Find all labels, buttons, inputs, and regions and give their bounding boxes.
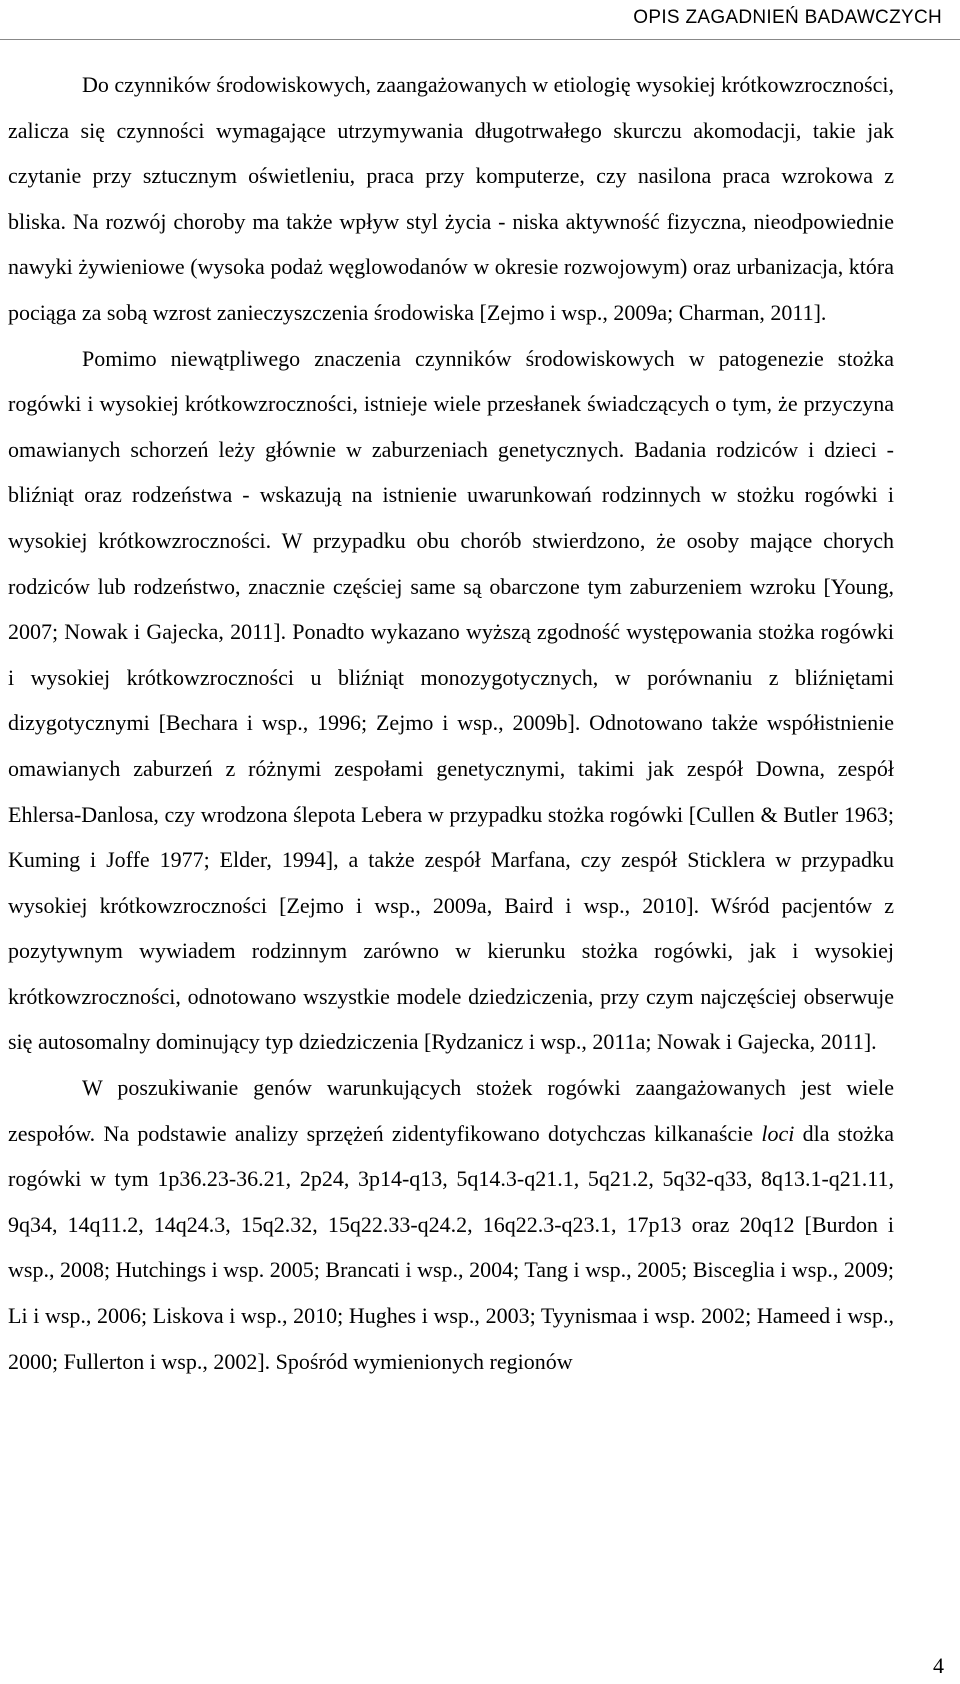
paragraph-text-segment: W poszukiwanie genów warunkujących stożek rogówki zaangażowanych jest wiele zespołów. Na podstawie analizy sprzężeń zidentyfikowano dotychczas kilkanaście [8,1075,894,1146]
body-text [8,62,894,1384]
page-number: 4 [933,1653,944,1678]
header-divider [0,39,960,40]
paragraph-environmental-factors: Do czynników środowiskowych, zaangażowanych w etiologię wysokiej krótkowzroczności, zalicza się czynności wymagające utrzymywania długotrwałego skurczu akomodacji, takie jak czytanie przy sztucznym oświetleniu, praca przy komputerze, czy nasilona praca wzrokowa z bliska. Na rozwój choroby ma także wpływ styl życia - niska aktywność fizyczna, nieodpowiednie nawyki żywieniowe (wysoka podaż węglowodanów w okresie rozwojowym) oraz urbanizacja, która pociąga za sobą wzrost zanieczyszczenia środowiska [Zejmo i wsp., 2009a; Charman, 2011]. [8,72,894,325]
paragraph-gene-search [8,1065,894,1384]
running-header-title: OPIS ZAGADNIEŃ BADAWCZYCH [633,7,942,28]
italic-term-loci: loci [761,1120,795,1146]
paragraph-text-segment: dla stożka rogówki w tym 1p36.23-36.21, 2p24, 3p14-q13, 5q14.3-q21.1, 5q21.2, 5q32-q33, 8q13.1-q21.11, 9q34, 14q11.2, 14q24.3, 15q2.32, 15q22.33-q24.2, 16q22.3-q23.1, 17p13 oraz 20q12 [Burdon i wsp., 2008; Hutchings i wsp. 2005; Brancati i wsp., 2004; Tang i wsp., 2005; Bisceglia i wsp., 2009; Li i wsp., 2006; Liskova i wsp., 2010; Hughes i wsp., 2003; Tyynismaa i wsp. 2002; Hameed i wsp., 2000; Fullerton i wsp., 2002]. Spośród wymienionych regionów [8,1120,894,1374]
paragraph-genetic-factors: Pomimo niewątpliwego znaczenia czynników środowiskowych w patogenezie stożka rogówki i wysokiej krótkowzroczności, istnieje wiele przesłanek świadczących o tym, że przyczyna omawianych schorzeń leży głównie w zaburzeniach genetycznych. Badania rodziców i dzieci - bliźniąt oraz rodzeństwa - wskazują na istnienie uwarunkowań rodzinnych w stożku rogówki i wysokiej krótkowzroczności. W przypadku obu chorób stwierdzono, że osoby mające chorych rodziców lub rodzeństwo, znacznie częściej same są obarczone tym zaburzeniem wzroku [Young, 2007; Nowak i Gajecka, 2011]. Ponadto wykazano wyższą zgodność występowania stożka rogówki i wysokiej krótkowzroczności u bliźniąt monozygotycznych, w porównaniu z bliźniętami dizygotycznymi [Bechara i wsp., 1996; Zejmo i wsp., 2009b]. Odnotowano także współistnienie omawianych zaburzeń z różnymi zespołami genetycznymi, takimi jak zespół Downa, zespół Ehlersa-Danlosa, czy wrodzona ślepota Lebera w przypadku stożka rogówki [Cullen & Butler 1963; Kuming i Joffe 1977; Elder, 1994], a także zespół Marfana, czy zespół Sticklera w przypadku wysokiej krótkowzroczności [Zejmo i wsp., 2009a, Baird i wsp., 2010]. Wśród pacjentów z pozytywnym wywiadem rodzinnym zarówno w kierunku stożka rogówki, jak i wysokiej krótkowzroczności, odnotowano wszystkie modele dziedziczenia, przy czym najczęściej obserwuje się autosomalny dominujący typ dziedziczenia [Rydzanicz i wsp., 2011a; Nowak i Gajecka, 2011]. [8,345,894,1055]
